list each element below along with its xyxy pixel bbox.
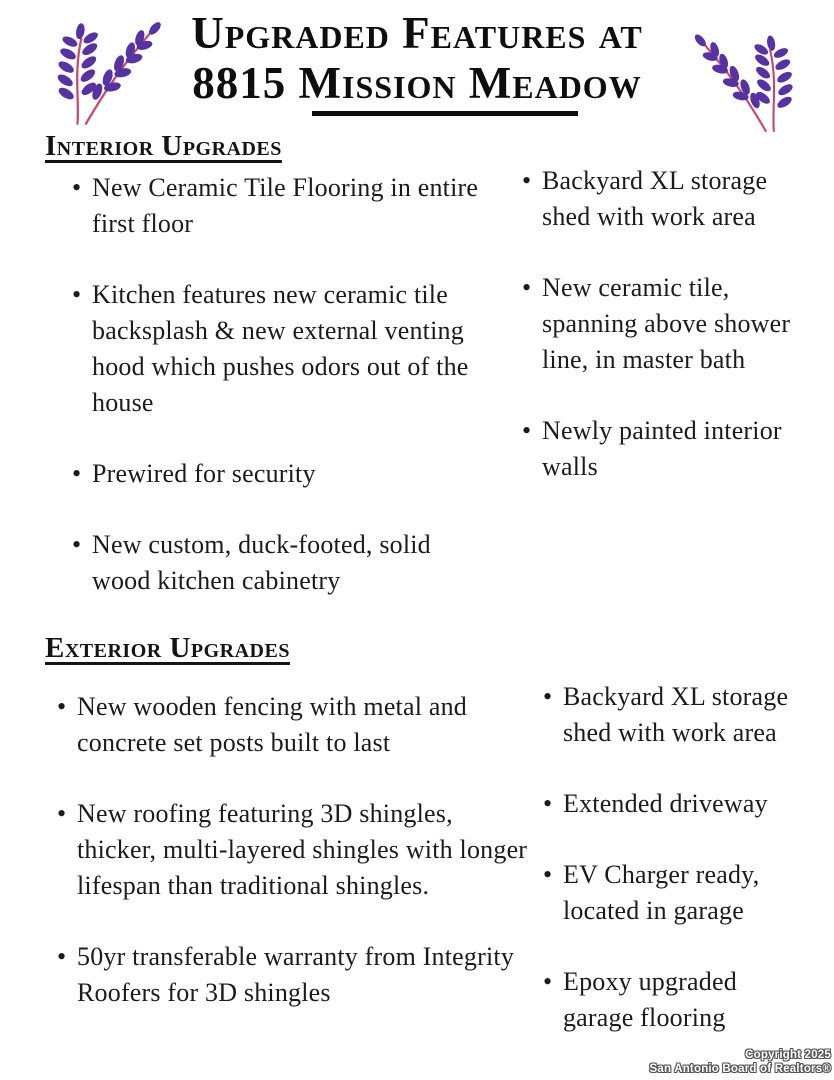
list-item: • New Ceramic Tile Flooring in entire first floor: [70, 170, 480, 242]
list-item: • New wooden fencing with metal and concrete set posts built to last: [55, 689, 535, 761]
list-item: • Backyard XL storage shed with work area: [520, 163, 802, 235]
list-item: • New custom, duck-footed, solid wood kitchen cabinetry: [70, 527, 480, 599]
list-item: • Backyard XL storage shed with work area: [541, 679, 805, 751]
title-underline: [312, 111, 578, 116]
list-item: • EV Charger ready, located in garage: [541, 857, 805, 929]
list-item: • New ceramic tile, spanning above shower line, in master bath: [520, 270, 802, 378]
interior-section-heading: Interior Upgrades: [45, 130, 282, 162]
exterior-section-heading: Exterior Upgrades: [45, 632, 290, 664]
exterior-right-list: [541, 679, 805, 1071]
list-item: • Newly painted interior walls: [520, 413, 802, 485]
section-exterior: [45, 632, 805, 1071]
title-line-2: 8815 Mission Meadow: [192, 58, 642, 108]
page-title: [0, 8, 834, 116]
interior-left-list: [70, 170, 502, 634]
list-item: • Prewired for security: [70, 456, 480, 492]
title-line-1: Upgraded Features at: [191, 8, 643, 58]
attribution-line: San Antonio Board of Realtors®: [649, 1062, 831, 1075]
list-item: • Epoxy upgraded garage flooring: [541, 964, 805, 1036]
footer-watermark: [650, 1049, 831, 1076]
exterior-left-list: [55, 689, 541, 1046]
interior-right-list: [520, 163, 802, 520]
list-item: • Extended driveway: [541, 786, 805, 822]
copyright-line: Copyright 2025: [745, 1049, 831, 1061]
list-item: • 50yr transferable warranty from Integrity Roofers for 3D shingles: [55, 939, 535, 1011]
list-item: • New roofing featuring 3D shingles, thicker, multi-layered shingles with longer lifespan than traditional shingles.: [55, 796, 535, 904]
list-item: • Kitchen features new ceramic tile backsplash & new external venting hood which pushes odors out of the house: [70, 277, 480, 421]
section-interior: [45, 130, 805, 634]
